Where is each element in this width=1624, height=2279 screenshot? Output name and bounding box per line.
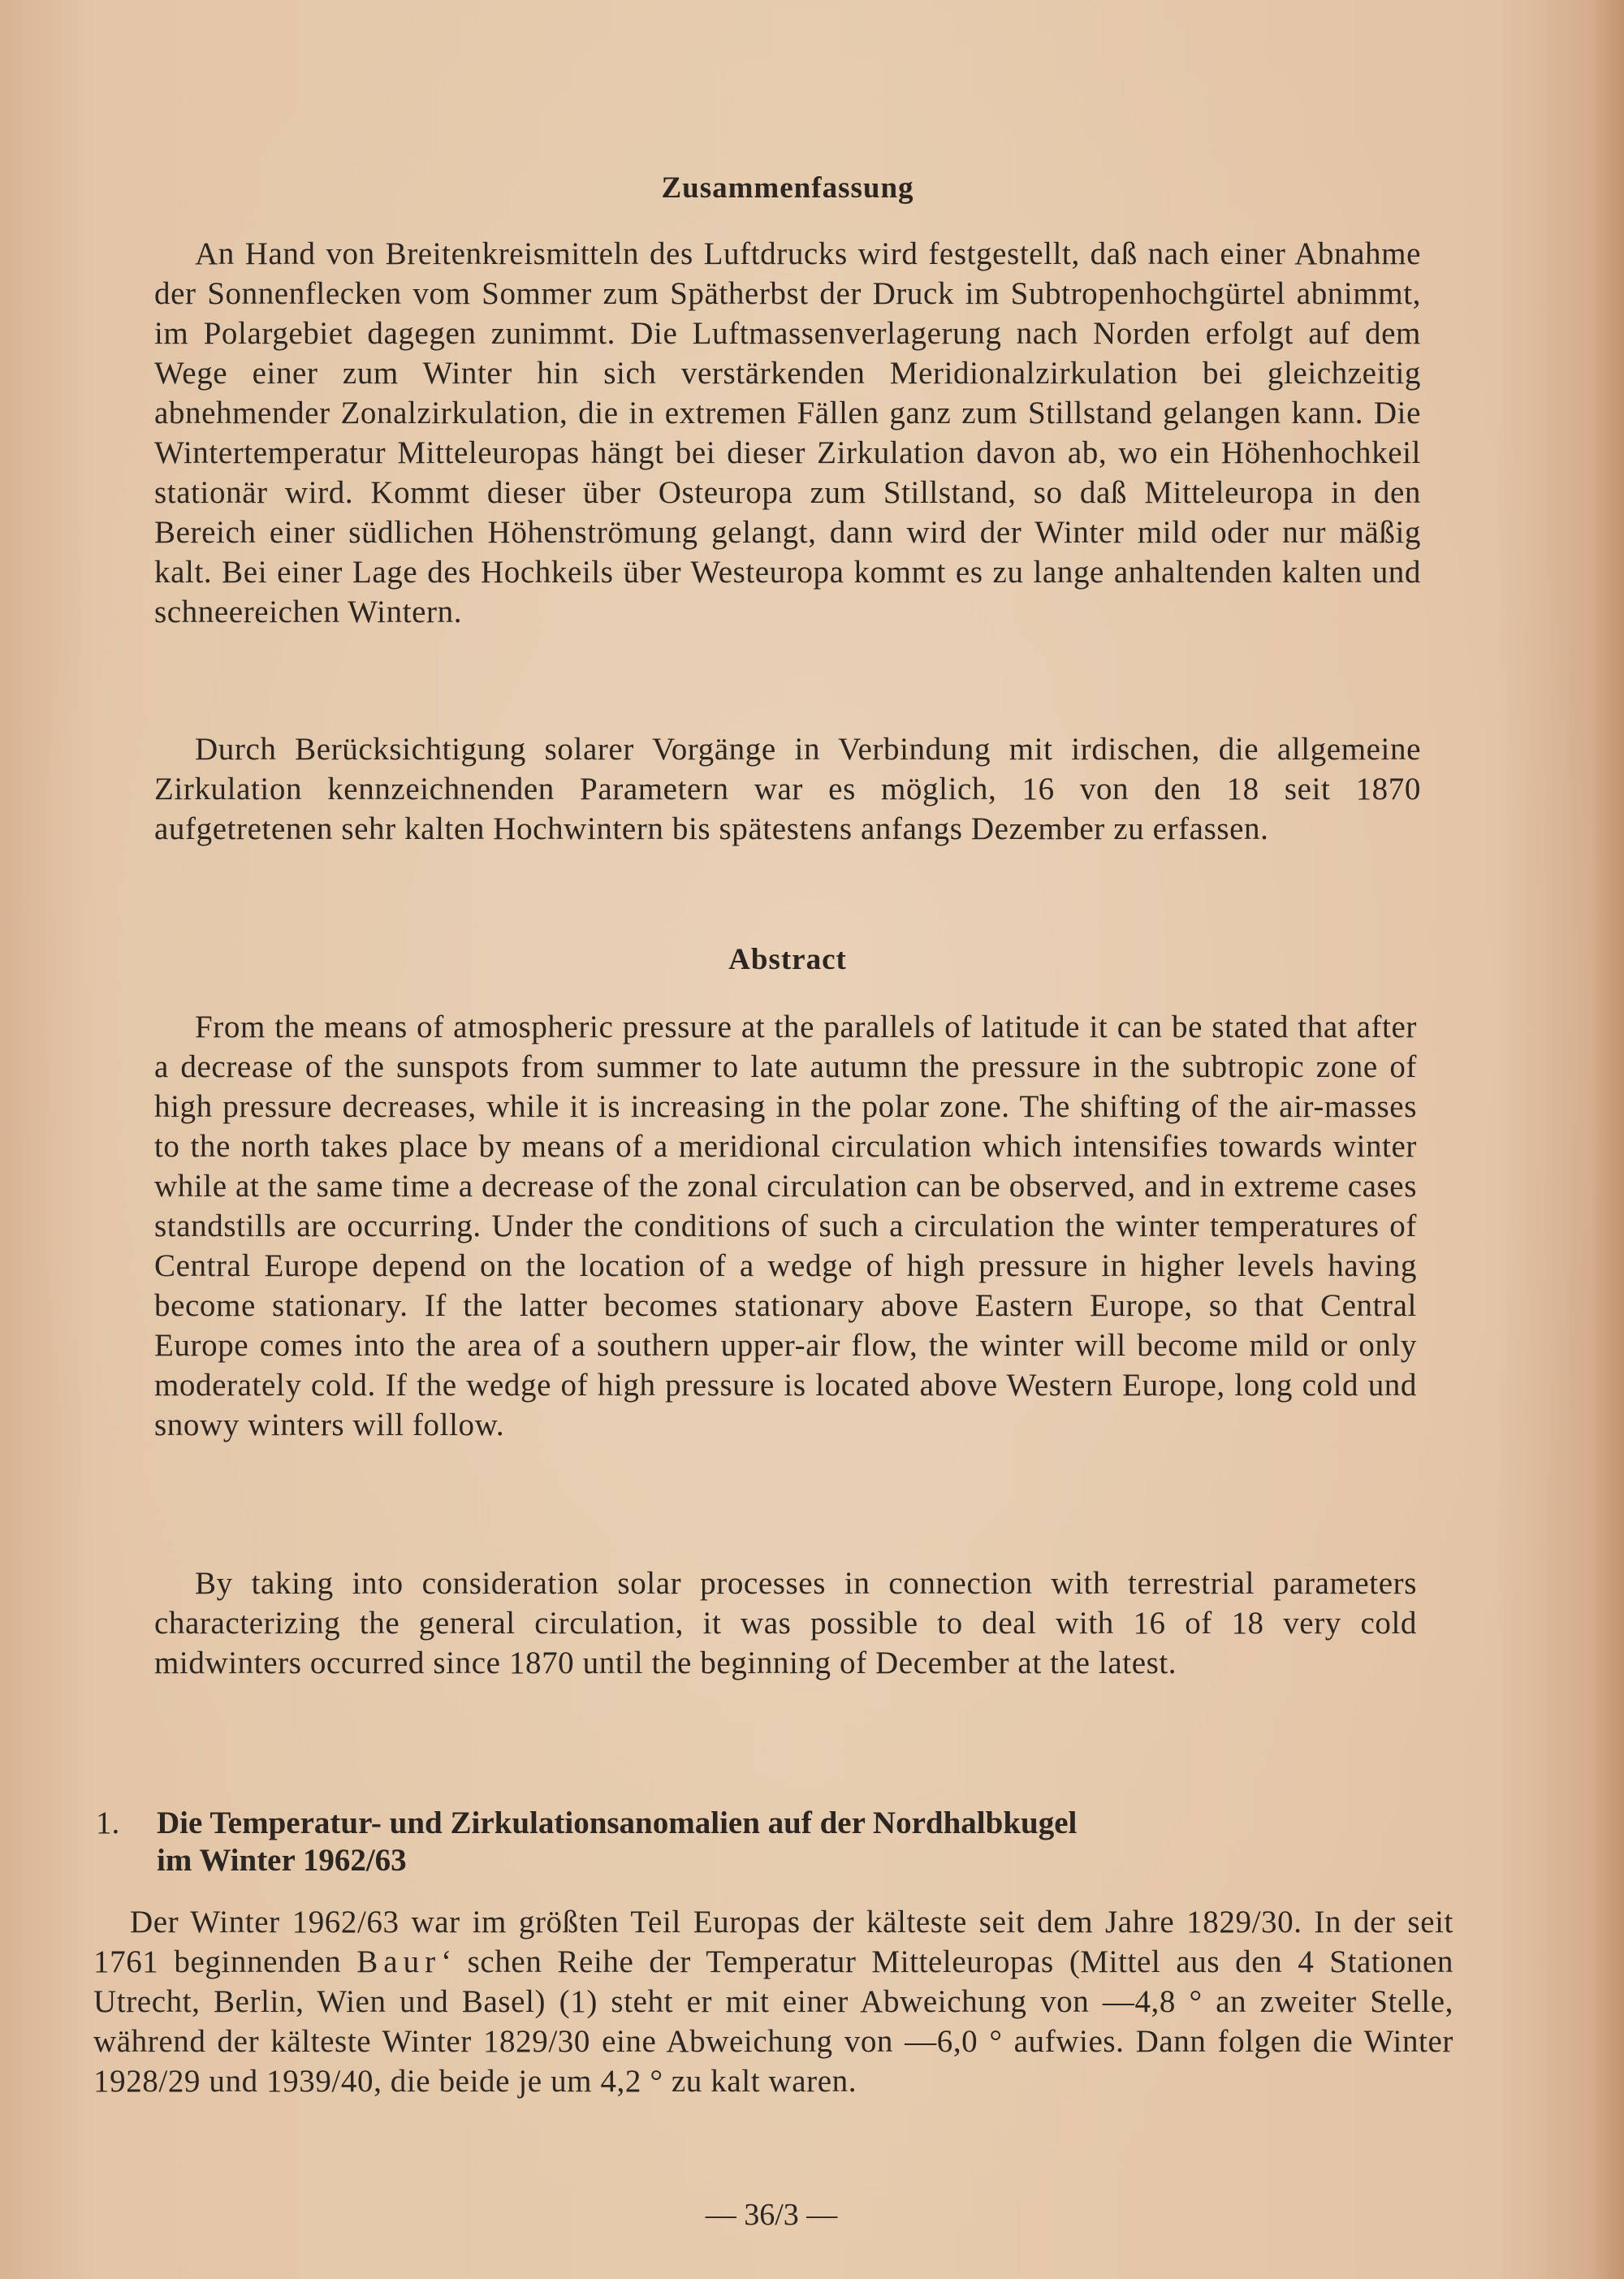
section-1-title-line-2: im Winter 1962/63 — [157, 1843, 407, 1878]
zusammenfassung-paragraph-1: An Hand von Breitenkreismitteln des Luftdrucks wird festgestellt, daß nach einer Abnahme der Sonnenflecken vom Sommer zum Spätherbst der Druck im Subtropenhochgürtel abnimmt, im Polargebiet dagegen zunimmt. Die Luftmassenverlagerung nach Norden erfolgt auf dem Wege einer zum Winter hin sich verstärkenden Meridionalzirkulation bei gleichzeitig abnehmender Zonalzirkulation, die in extremen Fällen ganz zum Stillstand gelangen kann. Die Wintertemperatur Mitteleuropas hängt bei dieser Zirkulation davon ab, wo ein Höhenhochkeil stationär wird. Kommt dieser über Osteuropa zum Stillstand, so daß Mitteleuropa in den Bereich einer südlichen Höhenströmung gelangt, dann wird der Winter mild oder nur mäßig kalt. Bei einer Lage des Hochkeils über Westeuropa kommt es zu lange anhaltenden kalten und schneereichen Wintern. — [154, 236, 1421, 629]
abstract-paragraph-2: By taking into consideration solar processes in connection with terrestrial parameters characterizing the general circulation, it was possible to deal with 16 of 18 very cold midwinters occurred since 1870 until the beginning of December at the latest. — [154, 1566, 1417, 1680]
abstract-paragraph-1: From the means of atmospheric pressure at the parallels of latitude it can be stated that after a decrease of the sunspots from summer to late autumn the pressure in the subtropic zone of high pressure decreases, while it is increasing in the polar zone. The shifting of the air-masses to the north takes place by means of a meridional circulation which intensifies towards winter while at the same time a decrease of the zonal circulation can be observed, and in extreme cases standstills are occurring. Under the conditions of such a circulation the winter temperatures of Central Europe depend on the location of a wedge of high pressure in higher levels having become stationary. If the latter becomes stationary above Eastern Europe, so that Central Europe comes into the area of a southern upper-air flow, the winter will become mild or only moderately cold. If the wedge of high pressure is located above Western Europe, long cold und snowy winters will follow. — [154, 1010, 1417, 1442]
section-1-text-before: Der Winter 1962/63 war im größten Teil Europas der kälteste seit dem Jahre 1829/30. In der seit 1761 beginnenden — [93, 1905, 1453, 1979]
zusammenfassung-paragraph-2: Durch Berücksichtigung solarer Vorgänge in Verbindung mit irdischen, die allgemeine Zirkulation kennzeichnenden Parametern war es möglich, 16 von den 18 seit 1870 aufgetretenen sehr kalten Hochwintern bis spätestens anfangs Dezember zu erfassen. — [154, 732, 1421, 846]
section-1-title-text — [157, 1805, 1375, 1879]
page-number: — 36/3 — — [705, 2198, 838, 2232]
abstract-heading: Abstract — [728, 943, 847, 976]
section-1-paragraph — [93, 1902, 1453, 2101]
page-edge-shadow — [1592, 0, 1624, 2279]
section-1-text-after: ‘ schen Reihe der Temperatur Mitteleuropas (Mittel aus den 4 Stationen Utrecht, Berlin, Wien und Basel) (1) steht er mit einer Abweichung von —4,8 ° an zweiter Stelle, während der kälteste Winter 1829/30 eine Abweichung von —6,0 ° aufwies. Dann folgen die Winter 1928/29 und 1939/40, die beide je um 4,2 ° zu kalt waren. — [93, 1944, 1453, 2099]
section-1-number: 1. — [96, 1805, 120, 1840]
section-1-title-line-1: Die Temperatur- und Zirkulationsanomalien auf der Nordhalbkugel — [157, 1805, 1078, 1840]
author-name-baur: Baur — [356, 1944, 442, 1979]
zusammenfassung-heading: Zusammenfassung — [661, 171, 914, 205]
